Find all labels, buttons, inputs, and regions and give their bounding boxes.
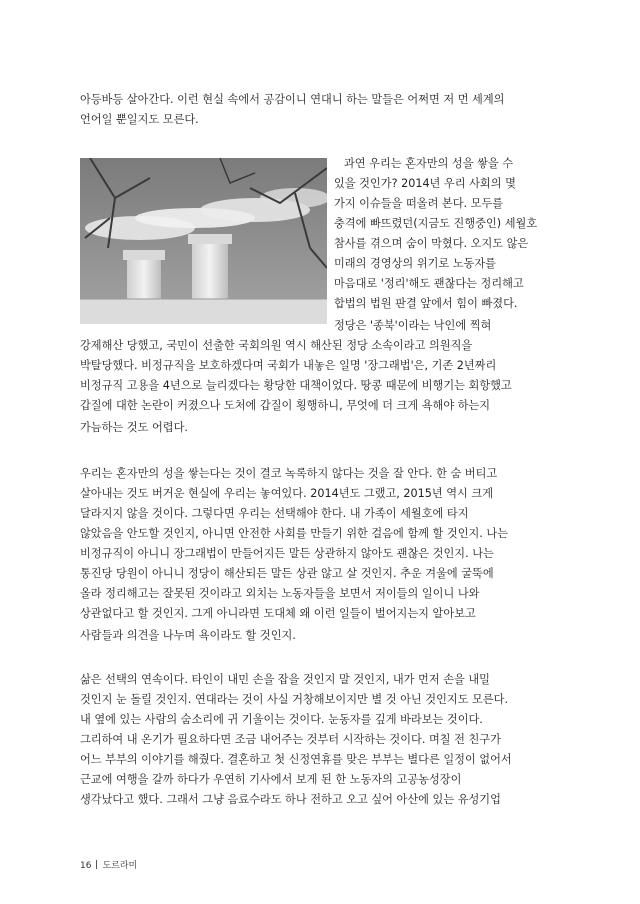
paragraph-line: 우리는 혼자만의 성을 쌓는다는 것이 결코 녹록하지 않다는 것을 잘 안다. 한 숨 버티고 [80, 467, 498, 480]
magazine-name: 도르라미 [102, 861, 138, 871]
paragraph-line: 마음대로 '정리'해도 괜찮다는 정리해고 [334, 277, 524, 290]
intro-line: 언어일 뿐일지도 모른다. [80, 113, 199, 126]
paragraph-line: 있을 것인가? 2014년 우리 사회의 몇 [334, 177, 516, 190]
paragraph-line: 근교에 여행을 갈까 하다가 우연히 기사에서 보게 된 한 노동자의 고공농성장이 [80, 773, 462, 786]
paragraph-line: 정당은 '종북'이라는 낙인에 찍혀 [334, 319, 492, 332]
paragraph-line: 사람들과 의견을 나누며 욕이라도 할 것인지. [80, 629, 296, 642]
paragraph-line: 통진당 당원이 아니니 정당이 해산되든 말든 상관 않고 살 것인지. 추운 겨울에 굴뚝에 [80, 567, 494, 580]
paragraph-line: 비정규직이 아니니 장그래법이 만들어지든 말든 상관하지 않아도 괜찮은 것인지. 나는 [80, 547, 494, 560]
paragraph-line: 내 옆에 있는 사람의 숨소리에 귀 기울이는 것이다. 눈동자를 깊게 바라보는 것이다. [80, 713, 483, 726]
paragraph-line: 달라지지 않을 것이다. 그렇다면 우리는 선택해야 한다. 내 가족이 세월호에 타지 [80, 507, 469, 520]
footer-divider [96, 860, 97, 869]
paragraph-line: 강제해산 당했고, 국민이 선출한 국회의원 역시 해산된 정당 소속이라고 의원직을 [80, 339, 473, 352]
paragraph-line: 합법의 법원 판결 앞에서 힘이 빠졌다. [334, 297, 518, 310]
page-number: 16 [80, 861, 92, 871]
paragraph-line: 박탈당했다. 비정규직을 보호하겠다며 국회가 내놓은 일명 '장그래법'은, 기존 2년짜리 [80, 359, 497, 372]
paragraph-line: 살아내는 것도 버거운 현실에 우리는 놓여있다. 2014년도 그랬고, 2015년 역시 크게 [80, 487, 494, 500]
paragraph-line: 가지 이슈들을 떠올려 본다. 모두를 [334, 197, 504, 210]
paragraph-line: 생각났다고 했다. 그래서 그냥 음료수라도 하나 전하고 오고 싶어 아산에 있는 유성기업 [80, 793, 501, 806]
paragraph-line: 갑질에 대한 논란이 커졌으나 도처에 갑질이 횡행하니, 무엇에 더 크게 욕해야 하는지 [80, 399, 491, 412]
paragraph-line: 미래의 경영상의 위기로 노동자를 [334, 257, 496, 270]
paragraph-line: 비정규직 고용을 4년으로 늘리겠다는 황당한 대책이었다. 땅콩 때문에 비행기는 회항했고 [80, 379, 512, 392]
paragraph-line: 참사를 겪으며 숨이 막혔다. 오지도 않은 [334, 237, 529, 250]
paragraph-line: 않았음을 안도할 것인지, 아니면 안전한 사회를 만들기 위한 걸음에 함께 할 것인지. 나는 [80, 527, 509, 540]
paragraph-line: 충격에 빠뜨렸던(지금도 진행중인) 세월호 [334, 217, 538, 230]
paragraph-line: 그리하여 내 온기가 필요하다면 조금 내어주는 것부터 시작하는 것이다. 며칠 전 친구가 [80, 733, 501, 746]
page-footer [80, 858, 137, 871]
paragraph-line: 삶은 선택의 연속이다. 타인이 내민 손을 잡을 것인지 말 것인지, 내가 먼저 손을 내밀 [80, 673, 490, 686]
intro-line: 아등바등 살아간다. 이런 현실 속에서 공감이니 연대니 하는 말들은 어쩌면 저 먼 세계의 [80, 93, 505, 106]
paragraph-line: 것인지 눈 돌릴 것인지. 연대라는 것이 사실 거창해보이지만 별 것 아닌 것인지도 모른다. [80, 693, 509, 706]
paragraph-line: 가늠하는 것도 어렵다. [80, 421, 188, 434]
paragraph-line: 어느 부부의 이야기를 해줬다. 결혼하고 첫 신정연휴를 맞은 부부는 별다른 일정이 없어서 [80, 753, 512, 766]
paragraph-line: 상관없다고 할 것인지. 그게 아니라면 도대체 왜 이런 일들이 벌어지는지 알아보고 [80, 607, 476, 620]
factory-chimneys-photo [80, 158, 327, 324]
chimneys-illustration [80, 158, 327, 324]
paragraph-line: 과연 우리는 혼자만의 성을 쌓을 수 [344, 157, 514, 170]
paragraph-line: 올라 정리해고는 잘못된 것이라고 외치는 노동자들을 보면서 저이들의 일이니 나와 [80, 587, 480, 600]
